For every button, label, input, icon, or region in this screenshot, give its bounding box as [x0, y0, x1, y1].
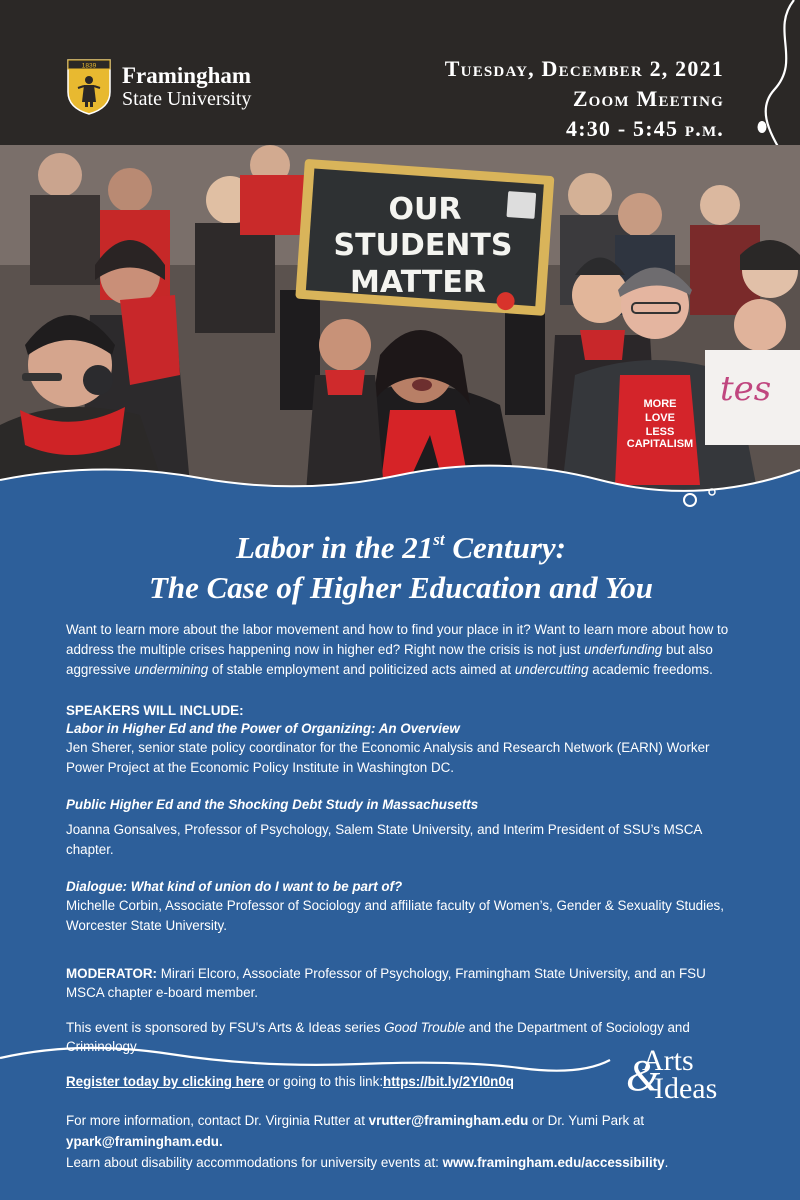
- sign-line-2: STUDENTS: [333, 228, 513, 263]
- contact-line: [66, 1110, 746, 1152]
- arts-logo-line-1: Arts: [642, 1044, 694, 1077]
- accessibility-end: .: [664, 1155, 669, 1170]
- intro-text-4: academic freedoms.: [588, 662, 713, 677]
- contact-email-1[interactable]: vrutter@framingham.edu: [368, 1113, 529, 1128]
- event-format: Zoom Meeting: [572, 86, 724, 111]
- footer-contact: [66, 1110, 746, 1173]
- intro-emphasis-3: undercutting: [514, 662, 589, 677]
- moderator-label: MODERATOR:: [66, 966, 158, 981]
- contact-text-1: For more information, contact Dr. Virginia Rutter at: [66, 1113, 369, 1128]
- university-logo[interactable]: [66, 58, 251, 116]
- intro-emphasis-2: undermining: [134, 662, 209, 677]
- talk-title: Labor in Higher Ed and the Power of Organizing: An Overview: [66, 721, 460, 736]
- title-part-2: Century:: [444, 530, 566, 565]
- register-url-link[interactable]: https://bit.ly/2Yl0n0q: [383, 1074, 514, 1089]
- shirt-line-1: MORE: [643, 398, 677, 410]
- wave-divider: [0, 440, 800, 520]
- intro-emphasis-1: underfunding: [584, 642, 663, 657]
- event-header: [0, 0, 800, 150]
- sponsor-text-2: and the Department of Sociology and Criminology.: [66, 1020, 690, 1054]
- banner-fragment: tes: [720, 369, 772, 409]
- intro-text-3: of stable employment and politicized acts aimed at: [208, 662, 515, 677]
- title-line-2: The Case of Higher Education and You: [148, 570, 654, 605]
- arts-and-ideas-logo[interactable]: [626, 1044, 726, 1110]
- shirt-line-4: CAPITALISM: [626, 438, 694, 450]
- arts-logo-line-2: Ideas: [654, 1072, 718, 1105]
- header-swoosh-decoration: [710, 0, 800, 150]
- event-details: [66, 520, 736, 1091]
- contact-text-2: or Dr. Yumi Park at: [528, 1113, 645, 1128]
- title-part-1: Labor in the 21: [236, 530, 434, 565]
- sign-line-1: OUR: [388, 192, 462, 227]
- intro-text-2: but also aggressive: [66, 642, 713, 677]
- accessibility-text: Learn about disability accommodations for university events at:: [66, 1155, 443, 1170]
- university-subname: State University: [122, 87, 252, 110]
- speaker-block: [66, 878, 736, 936]
- shirt-line-3: LESS: [645, 426, 675, 438]
- event-date: Tuesday, December 2, 2021: [444, 56, 724, 81]
- talk-title: Dialogue: What kind of union do I want to be part of?: [66, 879, 403, 894]
- shirt-line-2: LOVE: [645, 412, 675, 424]
- title-superscript: st: [433, 530, 445, 549]
- speakers-heading: SPEAKERS WILL INCLUDE:: [66, 703, 244, 718]
- sign-line-3: MATTER: [350, 265, 486, 300]
- sponsor-series: Good Trouble: [384, 1020, 466, 1035]
- event-title: [36, 520, 766, 608]
- university-name: Framingham: [122, 62, 252, 88]
- event-intro: [66, 620, 736, 680]
- talk-title: Public Higher Ed and the Shocking Debt Study in Massachusetts: [66, 797, 479, 812]
- university-seal-icon: [66, 58, 112, 116]
- seal-year: 1839: [81, 62, 97, 70]
- accessibility-line: [66, 1152, 746, 1173]
- intro-text-1: Want to learn more about the labor movement and how to find your place in it? Want to learn more about how to address the multiple crises happening now in higher ed? Right now the crisis is not just: [66, 622, 729, 657]
- event-time: 4:30 - 5:45 p.m.: [566, 116, 724, 141]
- talk-speaker: Michelle Corbin, Associate Professor of Sociology and affiliate faculty of Women’s, Gender & Sexuality Studies, Worcester State University.: [66, 898, 724, 933]
- register-middle-text: or going to this link:: [263, 1074, 384, 1089]
- accessibility-url[interactable]: www.framingham.edu/accessibility: [442, 1155, 665, 1170]
- event-meta: [445, 54, 724, 144]
- moderator-info: [66, 964, 736, 1002]
- arts-logo-ampersand: &: [626, 1051, 661, 1100]
- register-link[interactable]: Register today by clicking here: [66, 1074, 264, 1089]
- sponsor-text-1: This event is sponsored by FSU's Arts & Ideas series: [66, 1020, 385, 1035]
- talk-speaker: Joanna Gonsalves, Professor of Psychology, Salem State University, and Interim President of SSU’s MSCA chapter.: [66, 822, 702, 857]
- contact-email-2[interactable]: ypark@framingham.edu.: [66, 1134, 223, 1149]
- talk-speaker: Jen Sherer, senior state policy coordinator for the Economic Analysis and Research Network (EARN) Worker Power Project at the Economic Policy Institute in Washington DC.: [66, 740, 710, 775]
- moderator-text: Mirari Elcoro, Associate Professor of Psychology, Framingham State University, and an FSU MSCA chapter e-board member.: [66, 966, 706, 1000]
- speaker-block: [66, 720, 736, 778]
- speaker-block: [66, 796, 736, 860]
